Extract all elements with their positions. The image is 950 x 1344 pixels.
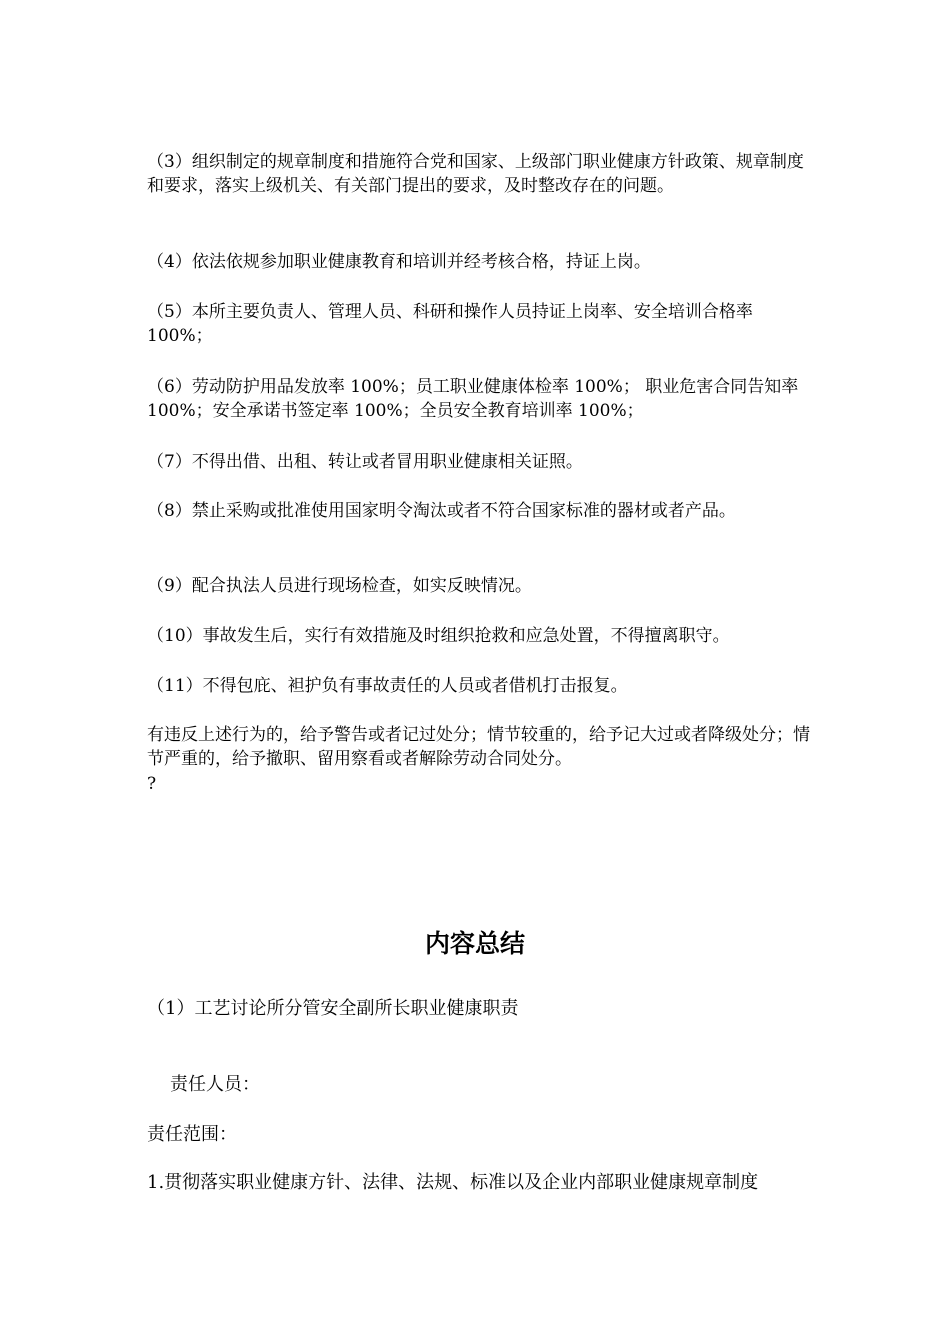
duty-item-10: （10）事故发生后，实行有效措施及时组织抢救和应急处置，不得擅离职守。 — [147, 626, 730, 646]
duty-item-6: （6）劳动防护用品发放率 100%；员工职业健康体检率 100%； 职业危害合同告知率 100%；安全承诺书签定率 100%；全员安全教育培训率 100%； — [147, 377, 799, 421]
responsible-person-label: 责任人员： — [170, 1074, 260, 1095]
violation-penalty-paragraph: 有违反上述行为的，给予警告或者记过处分；情节较重的，给予记大过或者降级处分；情节严重的，给予撤职、留用察看或者解除劳动合同处分。 — [147, 725, 810, 769]
duty-item-7: （7）不得出借、出租、转让或者冒用职业健康相关证照。 — [147, 452, 583, 472]
summary-section-1: （1）工艺讨论所分管安全副所长职业健康职责 — [147, 998, 519, 1019]
duty-item-9: （9）配合执法人员进行现场检查，如实反映情况。 — [147, 576, 532, 596]
responsibility-scope-label: 责任范围： — [147, 1124, 237, 1145]
duty-item-3: （3）组织制定的规章制度和措施符合党和国家、上级部门职业健康方针政策、规章制度和要求，落实上级机关、有关部门提出的要求，及时整改存在的问题。 — [147, 152, 804, 196]
duty-item-8: （8）禁止采购或批准使用国家明令淘汰或者不符合国家标准的器材或者产品。 — [147, 501, 736, 521]
duty-item-5: （5）本所主要负责人、管理人员、科研和操作人员持证上岗率、安全培训合格率 100%； — [147, 302, 753, 346]
stray-question-mark: ? — [147, 774, 157, 794]
scope-item-1: 1.贯彻落实职业健康方针、法律、法规、标准以及企业内部职业健康规章制度 — [147, 1172, 759, 1193]
duty-item-4: （4）依法依规参加职业健康教育和培训并经考核合格，持证上岗。 — [147, 252, 651, 272]
summary-heading: 内容总结 — [424, 929, 525, 958]
duty-item-11: （11）不得包庇、袒护负有事故责任的人员或者借机打击报复。 — [147, 676, 628, 696]
